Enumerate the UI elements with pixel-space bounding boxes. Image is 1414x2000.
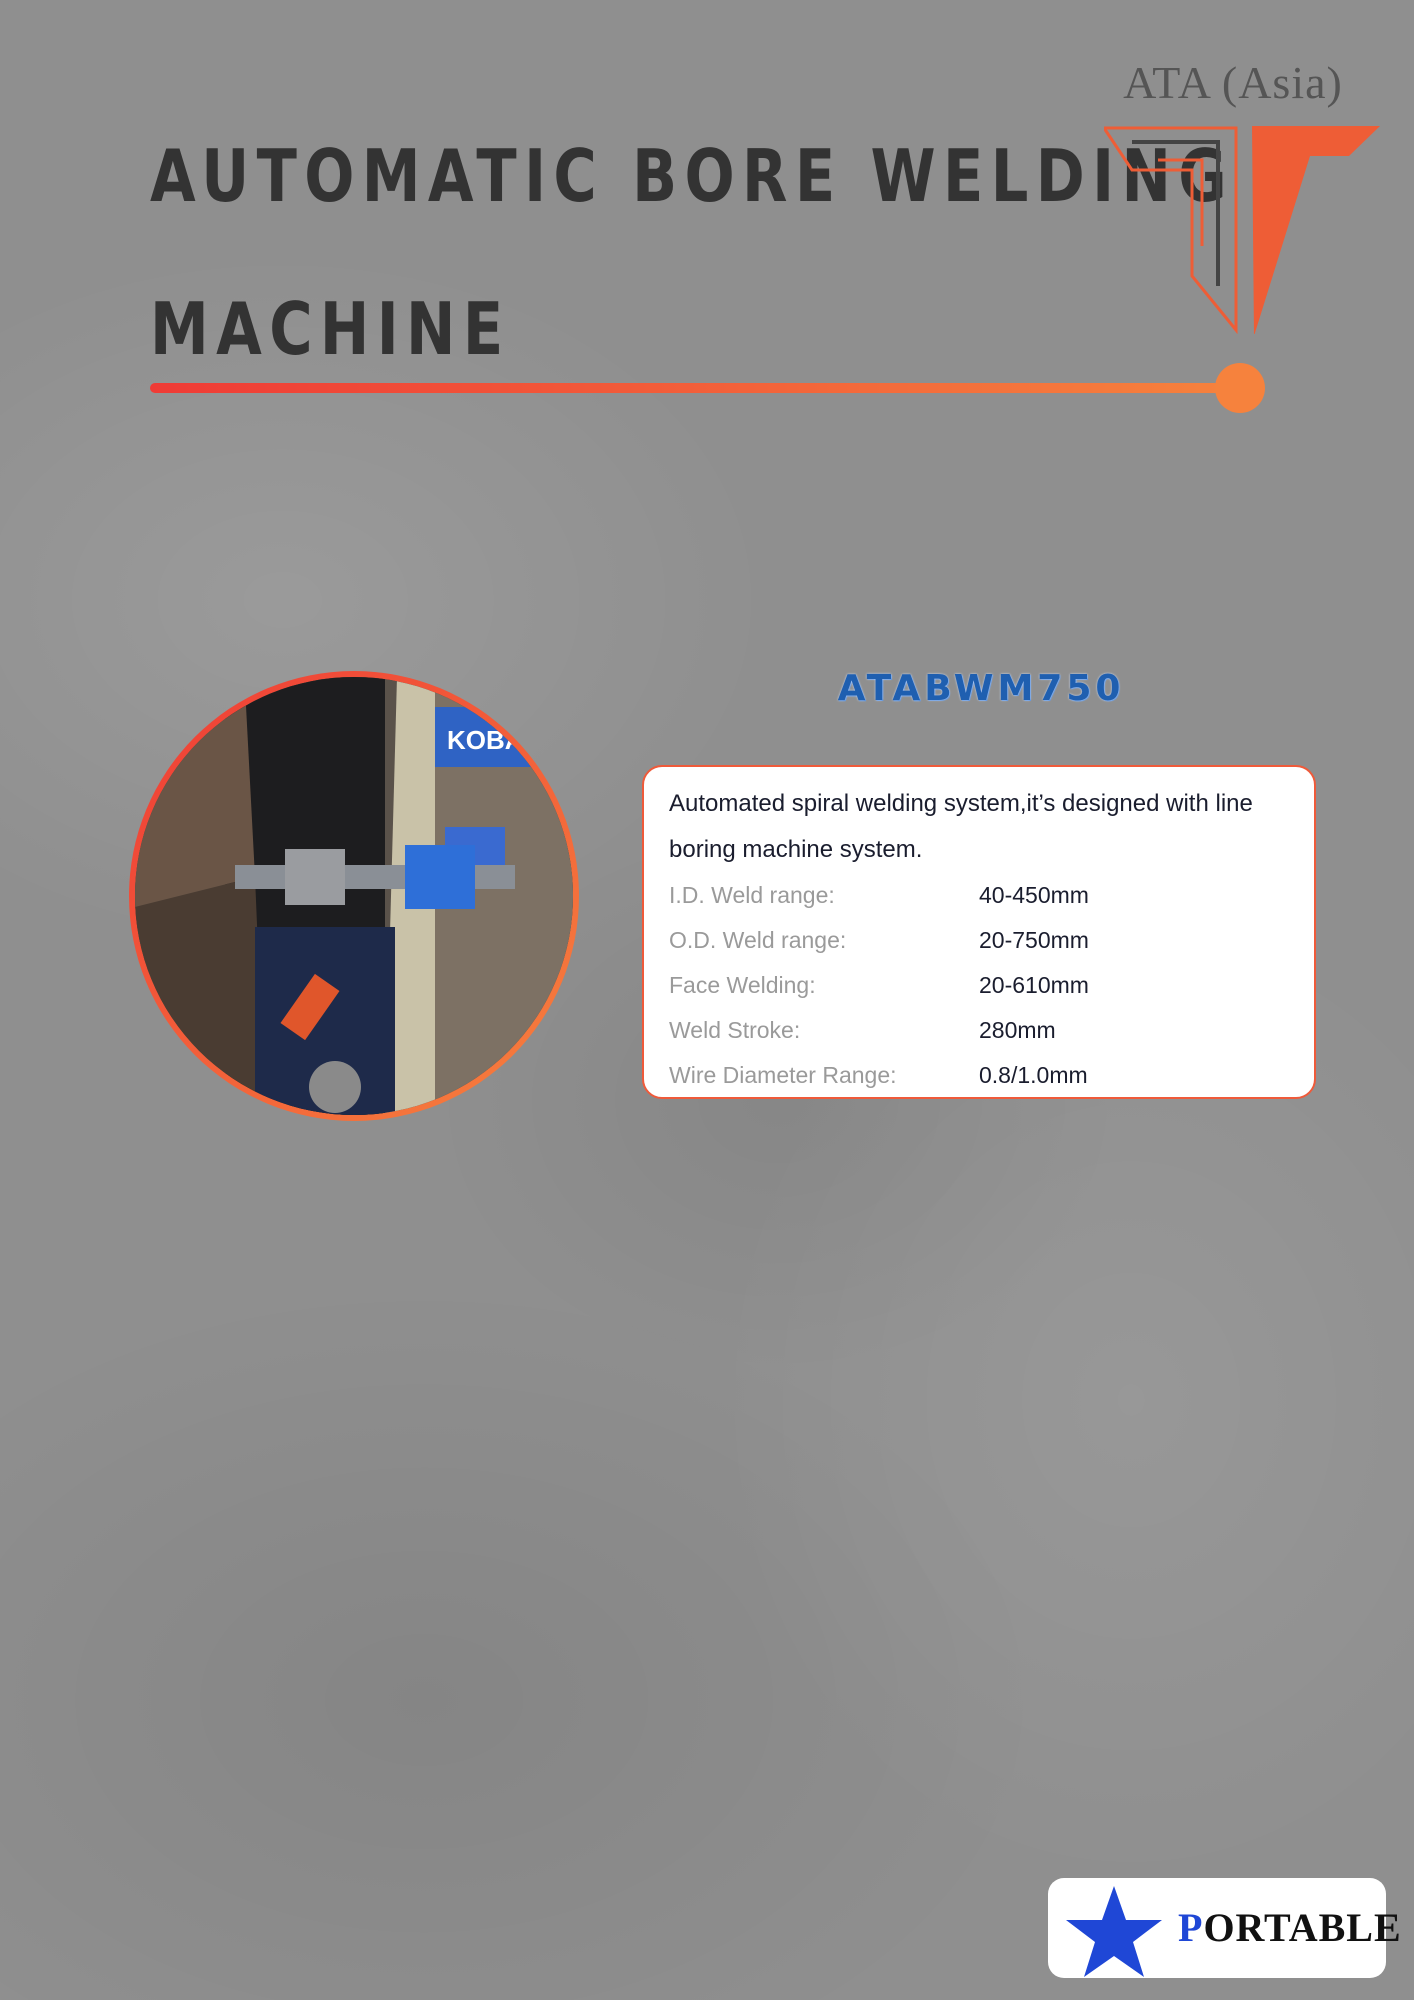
badge-label [1178, 1904, 1402, 1951]
product-description: Automated spiral welding system,it’s designed with line boring machine system. [669, 790, 1253, 863]
title-line-1: AUTOMATIC BORE WELDING [150, 134, 1235, 218]
title-underline [150, 383, 1235, 393]
spec-label: Weld Stroke: [669, 1017, 801, 1043]
spec-value: 20-610mm [979, 972, 1089, 998]
title-line-2: MACHINE [150, 287, 511, 371]
spec-label: Face Welding: [669, 972, 816, 998]
spec-row [669, 1008, 1290, 1053]
portable-badge [1048, 1878, 1402, 1978]
star-icon [1060, 1884, 1168, 1980]
photo-label: KOBAL [447, 725, 540, 755]
product-photo [135, 677, 573, 1115]
spec-label: Wire Diameter Range: [669, 1062, 897, 1088]
spec-label: O.D. Weld range: [669, 927, 847, 953]
spec-row [669, 873, 1290, 918]
page-title [150, 100, 1235, 406]
brand-name: ATA (Asia) [1123, 57, 1343, 108]
spec-value: 20-750mm [979, 927, 1089, 953]
title-underline-dot [1215, 363, 1265, 413]
model-number: ATABWM750 [837, 668, 1125, 709]
spec-value: 0.8/1.0mm [979, 1062, 1088, 1088]
badge-first-letter: P [1178, 1905, 1204, 1950]
product-photo-frame [129, 671, 579, 1121]
spec-label: I.D. Weld range: [669, 882, 835, 908]
spec-card [642, 765, 1316, 1099]
spec-value: 280mm [979, 1017, 1056, 1043]
spec-row [669, 1053, 1290, 1098]
spec-row [669, 963, 1290, 1008]
spec-row [669, 918, 1290, 963]
ata-logo-icon [1104, 126, 1380, 334]
badge-rest: ORTABLE [1203, 1905, 1402, 1950]
spec-value: 40-450mm [979, 882, 1089, 908]
